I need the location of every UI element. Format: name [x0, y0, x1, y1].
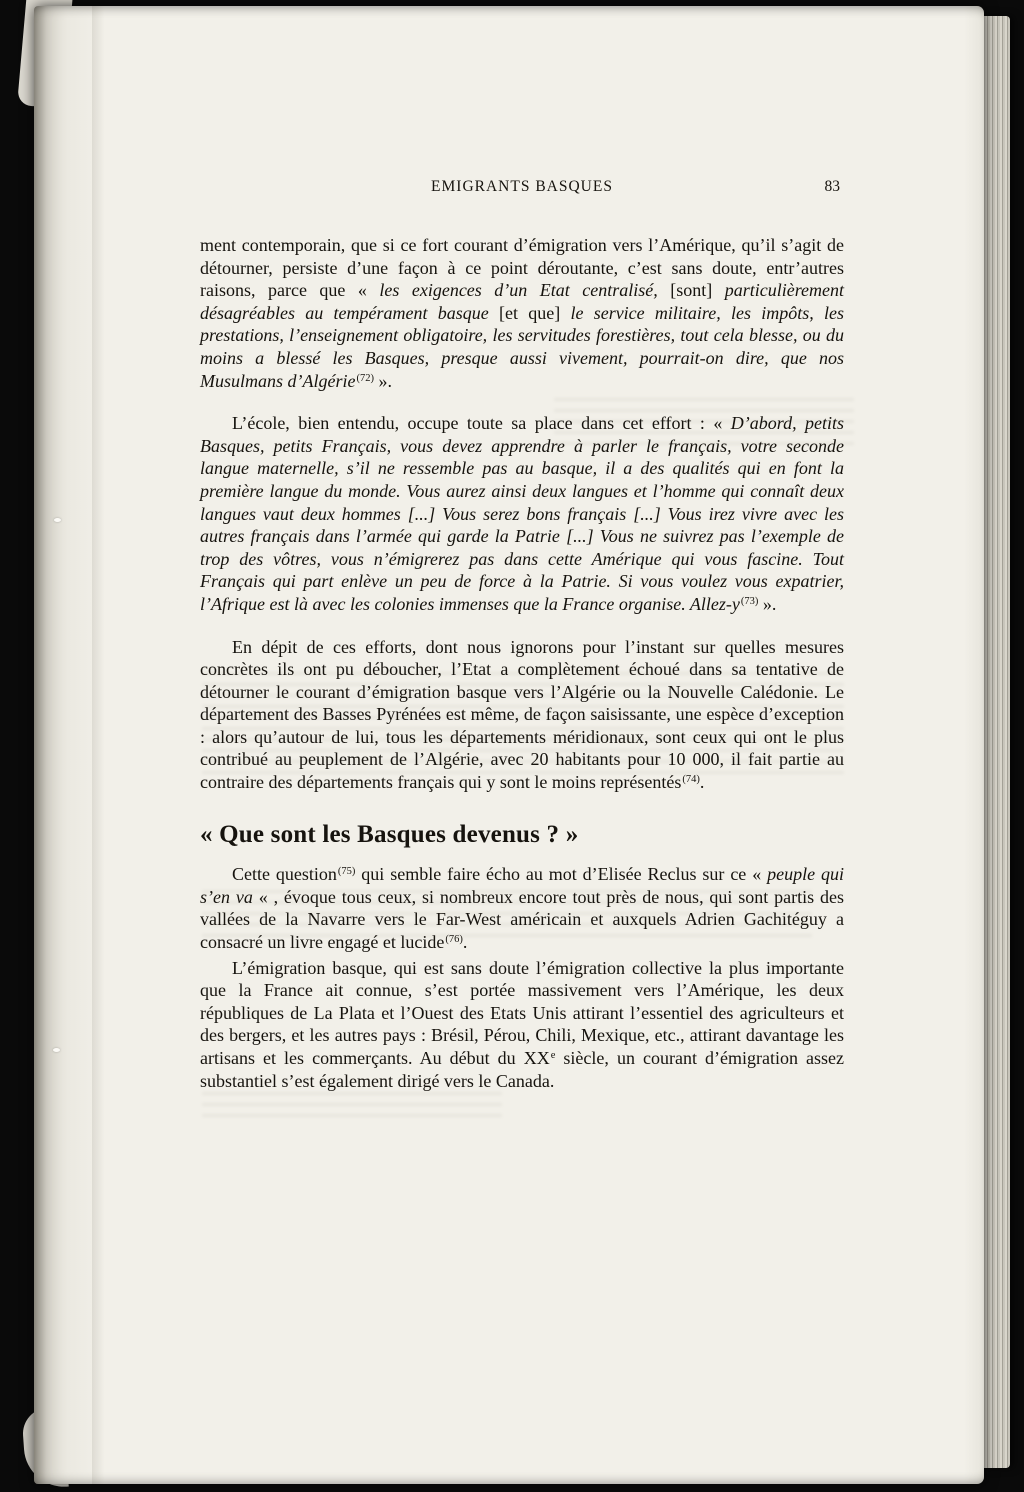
- body-text: qui semble faire écho au mot d’Elisée Reclus sur ce «: [355, 864, 768, 885]
- book-page: [34, 6, 984, 1484]
- footnote-ref: e: [550, 1050, 556, 1061]
- body-text: .: [462, 932, 468, 953]
- body-text: ».: [758, 593, 777, 614]
- body-text: « , évoque tous ceux, si nombreux encore tout près de nous, qui sont partis des vallées de la Navarre vers le Far-West américain et auxquels Adrien Gachitéguy a consacré un livre engagé et lucide: [200, 886, 844, 953]
- binding-stitch: [53, 1048, 60, 1052]
- page-stack-edges: [980, 16, 1010, 1468]
- section-heading: « Que sont les Basques devenus ? »: [200, 820, 579, 848]
- paragraph: [200, 957, 844, 1093]
- body-text: ».: [373, 370, 392, 391]
- quoted-italic-text: peuple qui s’en va: [200, 864, 844, 907]
- running-header-title: EMIGRANTS BASQUES: [431, 178, 613, 195]
- paragraph: [200, 863, 844, 953]
- paragraph: [200, 412, 844, 615]
- ink-show-through-artifact: [202, 1092, 502, 1120]
- page-body: [200, 234, 844, 1095]
- quoted-italic-text: D’abord, petits Basques, petits Français, vous devez apprendre à parler le français, votre seconde langue maternelle, s’il ne ressemble pas au basque, il a des qualités qui en font la première langue du monde. Vous aurez ainsi deux langues et l’homme qui connaît deux langues vaut deux hommes [...] Vous serez bons français [...] Vous irez vivre avec les autres français dans l’armée qui garde la Patrie [...] Vous ne suivrez pas l’exemple de trop des vôtres, vous n’émigrerez pas dans cette Amérique qui vous fascine. Tout Français qui part enlève un peu de force à la Patrie. Si vous voulez vous expatrier, l’Afrique est là avec les colonies immenses que la France organise. Allez-y: [200, 413, 845, 614]
- running-head: [200, 178, 844, 200]
- footnote-ref: (76): [445, 934, 463, 946]
- body-text: siècle, un courant d’émigration assez substantiel s’est également dirigé vers le Canada.: [200, 1048, 844, 1091]
- body-text: Cette question: [232, 864, 337, 885]
- quoted-italic-text: les exigences d’un Etat centralisé,: [379, 280, 658, 301]
- body-text: .: [699, 772, 705, 793]
- paragraph: [200, 636, 844, 794]
- body-text: ment contemporain, que si ce fort courant d’émigration vers l’Amérique, qu’il s’agit de détourner, persiste d’une façon à ce point déroutante, c’est sans doute, entr’autres raisons, parce que «: [200, 235, 844, 301]
- page-number: 83: [824, 178, 840, 195]
- body-text: En dépit de ces efforts, dont nous ignorons pour l’instant sur quelles mesures concrètes ils ont pu déboucher, l’Etat a complètement échoué dans sa tentative de détourner le courant d’émigration basque vers l’Algérie ou la Nouvelle Calédonie. Le département des Basses Pyrénées est même, de façon saisissante, une espèce d’exception : alors qu’autour de lui, tous les départements méridionaux, sont ceux qui ont le plus contribué au peuplement de l’Algérie, avec 20 habitants pour 10 000, il fait partie au contraire des départements français qui y sont le moins représentés: [200, 636, 844, 793]
- body-text: L’émigration basque, qui est sans doute l’émigration collective la plus importante que la France ait connue, s’est portée massivement vers l’Amérique, les deux républiques de La Plata et l’Ouest des Etats Unis attirant l’essentiel des agriculteurs et des bergers, et les autres pays : Brésil, Pérou, Chili, Mexique, etc., attirant davantage les artisans et les commerçants. Au début du XX: [200, 957, 844, 1068]
- gutter-crease: [92, 6, 106, 1484]
- quoted-italic-text: particulièrement désagréables au tempérament basque: [200, 280, 845, 323]
- body-text: [sont]: [657, 280, 725, 301]
- footnote-ref: (75): [337, 866, 356, 878]
- body-text: L’école, bien entendu, occupe toute sa place dans cet effort : «: [232, 413, 731, 434]
- footnote-ref: (72): [356, 372, 374, 384]
- footnote-ref: (74): [682, 774, 700, 786]
- binding-stitch: [54, 518, 61, 522]
- body-text: [et que]: [488, 302, 571, 323]
- paragraph: [200, 234, 844, 392]
- footnote-ref: (73): [740, 595, 759, 607]
- quoted-italic-text: le service militaire, les impôts, les prestations, l’enseignement obligatoire, les servitudes forestières, tout cela blesse, ou du moins a blessé les Basques, presque aussi vivement, pourrait-on dire, que nos Musulmans d’Algérie: [200, 302, 845, 391]
